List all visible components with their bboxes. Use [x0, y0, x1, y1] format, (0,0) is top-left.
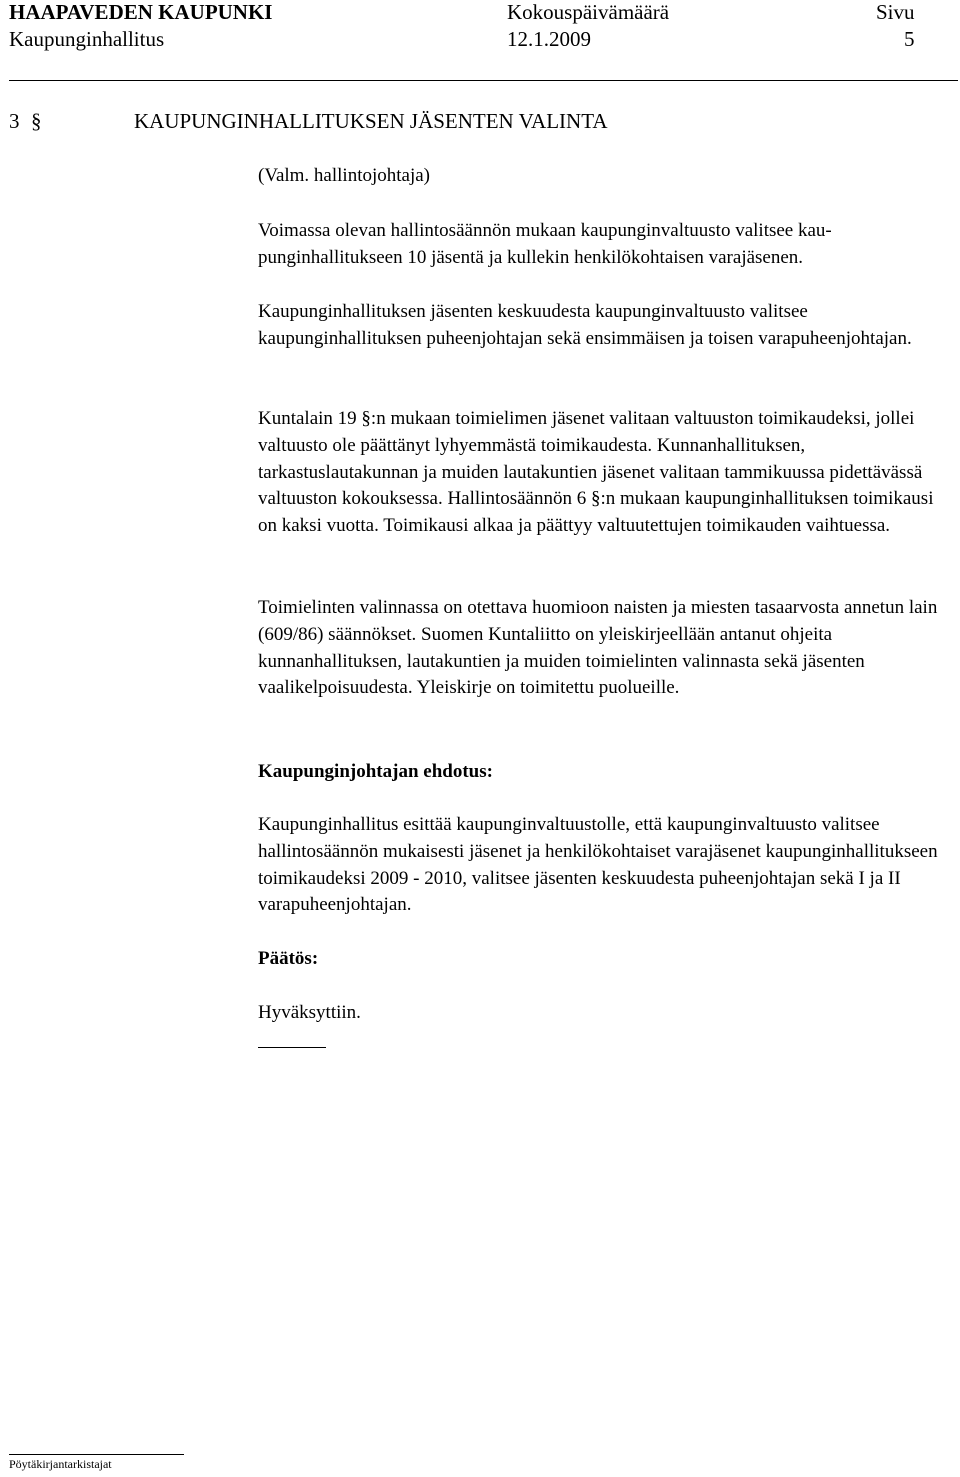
closing-rule [258, 1047, 326, 1048]
page-label: Sivu [876, 0, 915, 24]
section-number: 3 [9, 109, 20, 133]
paragraph-4-text: Toimielinten valinnassa on otettava huomioon naisten ja miesten tasaarvosta annetun lain (609/86) säännökset. Suomen Kuntaliitto on yleiskirjeellään antanut ohjeita kunnanhallituksen, lautakuntien ja muiden toimielinten valinnasta sekä jäsenten vaalikelpoisuudesta. Yleiskirje on toimitettu puolueille. [258, 597, 938, 699]
preparer-text: (Valm. hallintojohtaja) [258, 165, 431, 186]
meeting-date: 12.1.2009 [507, 27, 591, 51]
paragraph-1 [258, 218, 950, 272]
footer-label: Pöytäkirjantarkistajat [9, 1457, 112, 1471]
paragraph-4 [258, 595, 950, 702]
page-number: 5 [904, 27, 915, 51]
decision-heading [258, 946, 950, 973]
proposal-heading [258, 759, 950, 786]
organization-name: HAAPAVEDEN KAUPUNKI [9, 0, 273, 24]
paragraph-3 [258, 406, 950, 540]
footer-rule [9, 1454, 184, 1455]
decision-label: Päätös: [258, 948, 319, 969]
proposal-text: Kaupunginhallitus esittää kaupunginvaltuustolle, että kaupunginvaltuusto valitsee hallintosäännön mukaisesti jäsenet ja henkilökohtaiset varajäsenet kaupunginhallitukseen toimikaudeksi 2009 - 2010, valitsee jäsenten keskuudesta puheenjohtajan sekä I ja II varapuheenjohtajan. [258, 814, 938, 916]
paragraph-2 [258, 299, 950, 353]
section-symbol: § [31, 109, 42, 133]
proposal-body [258, 812, 950, 919]
paragraph-1-text: Voimassa olevan hallintosäännön mukaan kaupunginvaltuusto valitsee kaupunginhallitukseen 10 jäsentä ja kullekin henkilökohtaisen varajäsenen. [258, 220, 832, 268]
paragraph-3-text: Kuntalain 19 §:n mukaan toimielimen jäsenet valitaan valtuuston toimikaudeksi, jollei valtuusto ole päättänyt lyhyemmästä toimikaudesta. Kunnanhallituksen, tarkastuslautakunnan ja muiden lautakuntien jäsenet valitaan tammikuussa pidettävässä valtuuston kokouksessa. Hallintosäännön 6 §:n mukaan kaupunginhallituksen toimikausi on kaksi vuotta. Toimikausi alkaa ja päättyy valtuutettujen toimikauden vaihtuessa. [258, 408, 934, 537]
decision-body [258, 1000, 950, 1027]
section-title: KAUPUNGINHALLITUKSEN JÄSENTEN VALINTA [134, 109, 608, 133]
preparer-note [258, 163, 950, 190]
date-label: Kokouspäivämäärä [507, 0, 670, 24]
body-name: Kaupunginhallitus [9, 27, 165, 51]
section-heading [9, 108, 608, 134]
proposal-label: Kaupunginjohtajan ehdotus: [258, 761, 493, 782]
paragraph-2-text: Kaupunginhallituksen jäsenten keskuudesta kaupunginvaltuusto valitsee kaupunginhallituksen puheenjohtajan sekä ensimmäisen ja toisen varapuheenjohtajan. [258, 301, 912, 349]
decision-text: Hyväksyttiin. [258, 1002, 361, 1023]
header-rule [9, 80, 958, 81]
